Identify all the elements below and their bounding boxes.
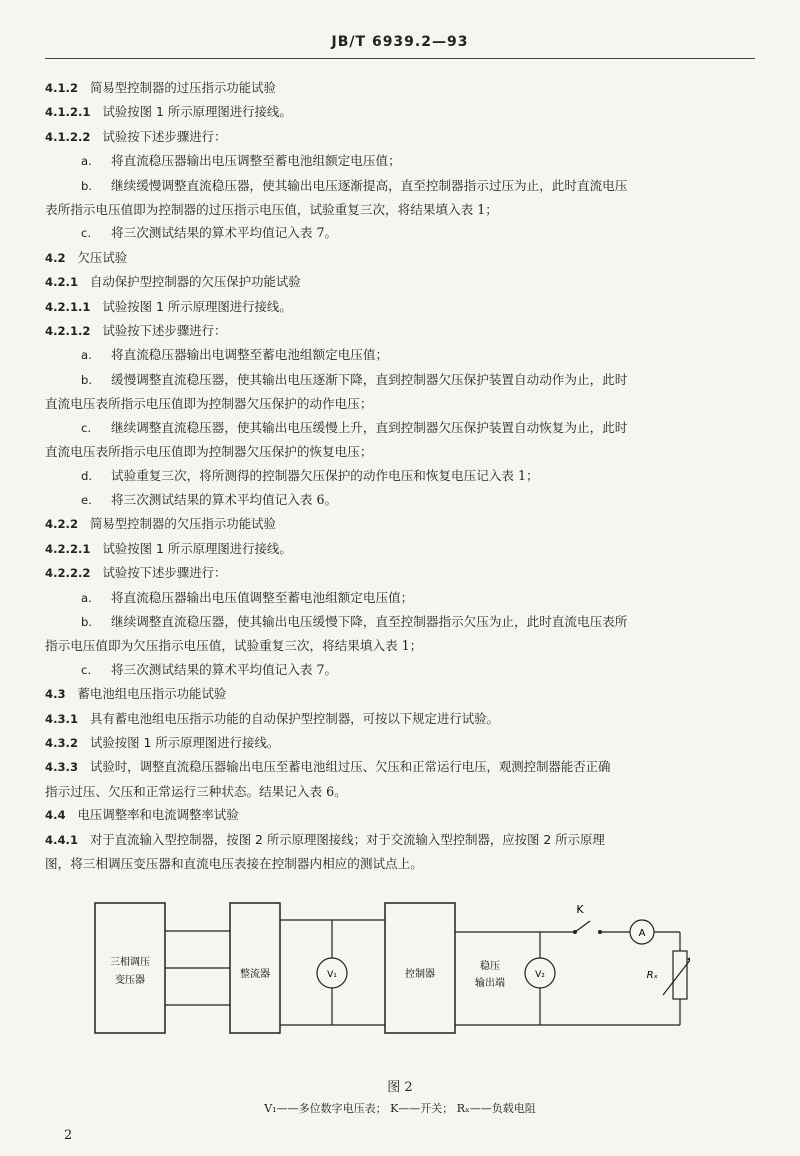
list-item bbox=[45, 221, 760, 245]
list-item bbox=[45, 658, 760, 682]
list-label: d. bbox=[81, 468, 93, 483]
list-label: c. bbox=[81, 226, 92, 241]
list-text: 继续缓慢调整直流稳压器，使其输出电压逐渐提高，直至控制器指示过压为止，此时直流电压 bbox=[111, 177, 628, 193]
rectifier-label: 整流器 bbox=[240, 969, 270, 980]
rectifier-box bbox=[230, 903, 280, 1033]
section-heading bbox=[45, 76, 760, 100]
list-text: 将直流稳压器输出电调整至蓄电池组额定电压值； bbox=[111, 347, 389, 363]
section-number: 4.3.3 bbox=[45, 760, 79, 775]
list-item bbox=[45, 586, 760, 610]
section-number: 4.2.1.1 bbox=[45, 299, 91, 314]
list-text: 将三次测试结果的算术平均值记入表 7。 bbox=[111, 225, 338, 241]
section-heading bbox=[45, 755, 760, 779]
section-number: 4.1.2.2 bbox=[45, 129, 91, 144]
output-label-1: 稳压 bbox=[480, 961, 500, 972]
figure-legend: V₁——多位数字电压表； K——开关； Rₓ——负载电阻 bbox=[264, 1102, 536, 1115]
list-label: a. bbox=[81, 348, 92, 363]
list-text: 将直流稳压器输出电压值调整至蓄电池组额定电压值； bbox=[111, 589, 414, 605]
section-title: 试验按图 1 所示原理图进行接线。 bbox=[102, 298, 292, 314]
controller-box bbox=[385, 903, 455, 1033]
list-item bbox=[45, 174, 760, 198]
list-item bbox=[45, 149, 760, 173]
section-number: 4.2.1 bbox=[45, 275, 79, 290]
list-label: a. bbox=[81, 590, 92, 605]
section-title: 欠压试验 bbox=[77, 249, 128, 265]
controller-label: 控制器 bbox=[405, 969, 435, 980]
list-text: 试验重复三次，将所测得的控制器欠压保护的动作电压和恢复电压记入表 1； bbox=[111, 467, 539, 483]
list-item bbox=[45, 416, 760, 440]
section-heading bbox=[45, 707, 760, 731]
list-text: 将三次测试结果的算术平均值记入表 7。 bbox=[111, 661, 338, 677]
document-body bbox=[45, 76, 760, 875]
load-resistor-icon bbox=[673, 951, 687, 999]
list-label: b. bbox=[81, 614, 93, 629]
paragraph-continuation: 表所指示电压值即为控制器的过压指示电压值，试验重复三次，将结果填入表 1； bbox=[45, 202, 498, 218]
v2-label: V₂ bbox=[535, 970, 545, 980]
list-item bbox=[45, 610, 760, 634]
section-heading bbox=[45, 828, 760, 852]
section-number: 4.2.2 bbox=[45, 517, 79, 532]
section-heading bbox=[45, 803, 760, 827]
section-title: 自动保护型控制器的欠压保护功能试验 bbox=[90, 274, 301, 290]
list-item bbox=[45, 368, 760, 392]
switch-label: K bbox=[576, 903, 584, 916]
section-title: 试验按图 1 所示原理图进行接线。 bbox=[90, 734, 280, 750]
section-title: 试验按下述步骤进行： bbox=[102, 565, 227, 581]
list-text: 缓慢调整直流稳压器，使其输出电压逐渐下降，直到控制器欠压保护装置自动动作为止，此时 bbox=[111, 371, 628, 387]
section-number: 4.3.1 bbox=[45, 711, 79, 726]
paragraph-continuation: 图，将三相调压变压器和直流电压表接在控制器内相应的测试点上。 bbox=[45, 856, 423, 871]
paragraph-continuation: 直流电压表所指示电压值即为控制器欠压保护的动作电压； bbox=[45, 396, 373, 412]
section-number: 4.3.2 bbox=[45, 735, 79, 750]
section-number: 4.2.1.2 bbox=[45, 324, 91, 339]
list-text: 继续调整直流稳压器，使其输出电压缓慢上升，直到控制器欠压保护装置自动恢复为止，此时 bbox=[111, 419, 628, 435]
transformer-box bbox=[95, 903, 165, 1033]
list-text: 将三次测试结果的算术平均值记入表 6。 bbox=[111, 491, 338, 507]
section-title: 试验时，调整直流稳压器输出电压至蓄电池组过压、欠压和正常运行电压，观测控制器能否正确 bbox=[90, 759, 611, 775]
list-label: e. bbox=[81, 492, 92, 507]
section-title: 试验按图 1 所示原理图进行接线。 bbox=[102, 540, 292, 556]
section-number: 4.4.1 bbox=[45, 832, 79, 847]
list-item bbox=[45, 343, 760, 367]
section-title: 对于直流输入型控制器，按图 2 所示原理图接线；对于交流输入型控制器，应按图 2 所示原理 bbox=[90, 831, 605, 847]
section-heading bbox=[45, 270, 760, 294]
section-heading bbox=[45, 537, 760, 561]
list-label: b. bbox=[81, 178, 93, 193]
section-title: 简易型控制器的欠压指示功能试验 bbox=[90, 516, 276, 532]
section-heading bbox=[45, 319, 760, 343]
paragraph-continuation: 直流电压表所指示电压值即为控制器欠压保护的恢复电压； bbox=[45, 444, 373, 460]
list-label: c. bbox=[81, 420, 92, 435]
list-label: b. bbox=[81, 372, 93, 387]
transformer-label-2: 变压器 bbox=[115, 975, 145, 986]
resistor-label: Rₓ bbox=[646, 970, 658, 981]
ammeter-label: A bbox=[638, 928, 646, 939]
output-label-2: 输出端 bbox=[475, 978, 505, 989]
list-label: a. bbox=[81, 154, 92, 169]
section-number: 4.2 bbox=[45, 250, 66, 265]
section-heading bbox=[45, 731, 760, 755]
section-title: 试验按下述步骤进行： bbox=[102, 323, 227, 339]
list-item bbox=[45, 488, 760, 512]
section-heading bbox=[45, 246, 760, 270]
section-number: 4.2.2.2 bbox=[45, 566, 91, 581]
section-number: 4.1.2 bbox=[45, 81, 79, 95]
section-title: 试验按下述步骤进行： bbox=[102, 128, 227, 144]
section-title: 简易型控制器的过压指示功能试验 bbox=[90, 80, 276, 95]
header-rule bbox=[45, 58, 755, 59]
document-header: JB/T 6939.2—93 bbox=[331, 34, 469, 50]
section-heading bbox=[45, 512, 760, 536]
section-number: 4.4 bbox=[45, 808, 66, 823]
section-heading bbox=[45, 682, 760, 706]
section-number: 4.1.2.1 bbox=[45, 105, 91, 120]
section-title: 蓄电池组电压指示功能试验 bbox=[77, 686, 227, 702]
transformer-label-1: 三相调压 bbox=[110, 957, 150, 968]
v1-label: V₁ bbox=[327, 970, 337, 980]
list-text: 将直流稳压器输出电压调整至蓄电池组额定电压值； bbox=[111, 153, 401, 169]
section-title: 具有蓄电池组电压指示功能的自动保护型控制器，可按以下规定进行试验。 bbox=[90, 710, 499, 726]
section-heading bbox=[45, 561, 760, 585]
section-title: 电压调整率和电流调整率试验 bbox=[77, 807, 239, 823]
section-number: 4.3 bbox=[45, 687, 66, 702]
paragraph-continuation: 指示过压、欠压和正常运行三种状态。结果记入表 6。 bbox=[45, 783, 347, 799]
paragraph-continuation: 指示电压值即为欠压指示电压值，试验重复三次，将结果填入表 1； bbox=[45, 638, 423, 654]
list-label: c. bbox=[81, 662, 92, 677]
switch-icon bbox=[575, 921, 590, 932]
figure-title: 图 2 bbox=[387, 1080, 413, 1095]
section-title: 试验按图 1 所示原理图进行接线。 bbox=[102, 104, 292, 120]
section-number: 4.2.2.1 bbox=[45, 541, 91, 556]
circuit-diagram bbox=[90, 893, 690, 1053]
section-heading bbox=[45, 295, 760, 319]
section-heading bbox=[45, 125, 760, 149]
page-number: 2 bbox=[64, 1128, 73, 1143]
list-text: 继续调整直流稳压器，使其输出电压缓慢下降，直至控制器指示欠压为止，此时直流电压表所 bbox=[111, 613, 628, 629]
section-heading bbox=[45, 100, 760, 124]
list-item bbox=[45, 464, 760, 488]
